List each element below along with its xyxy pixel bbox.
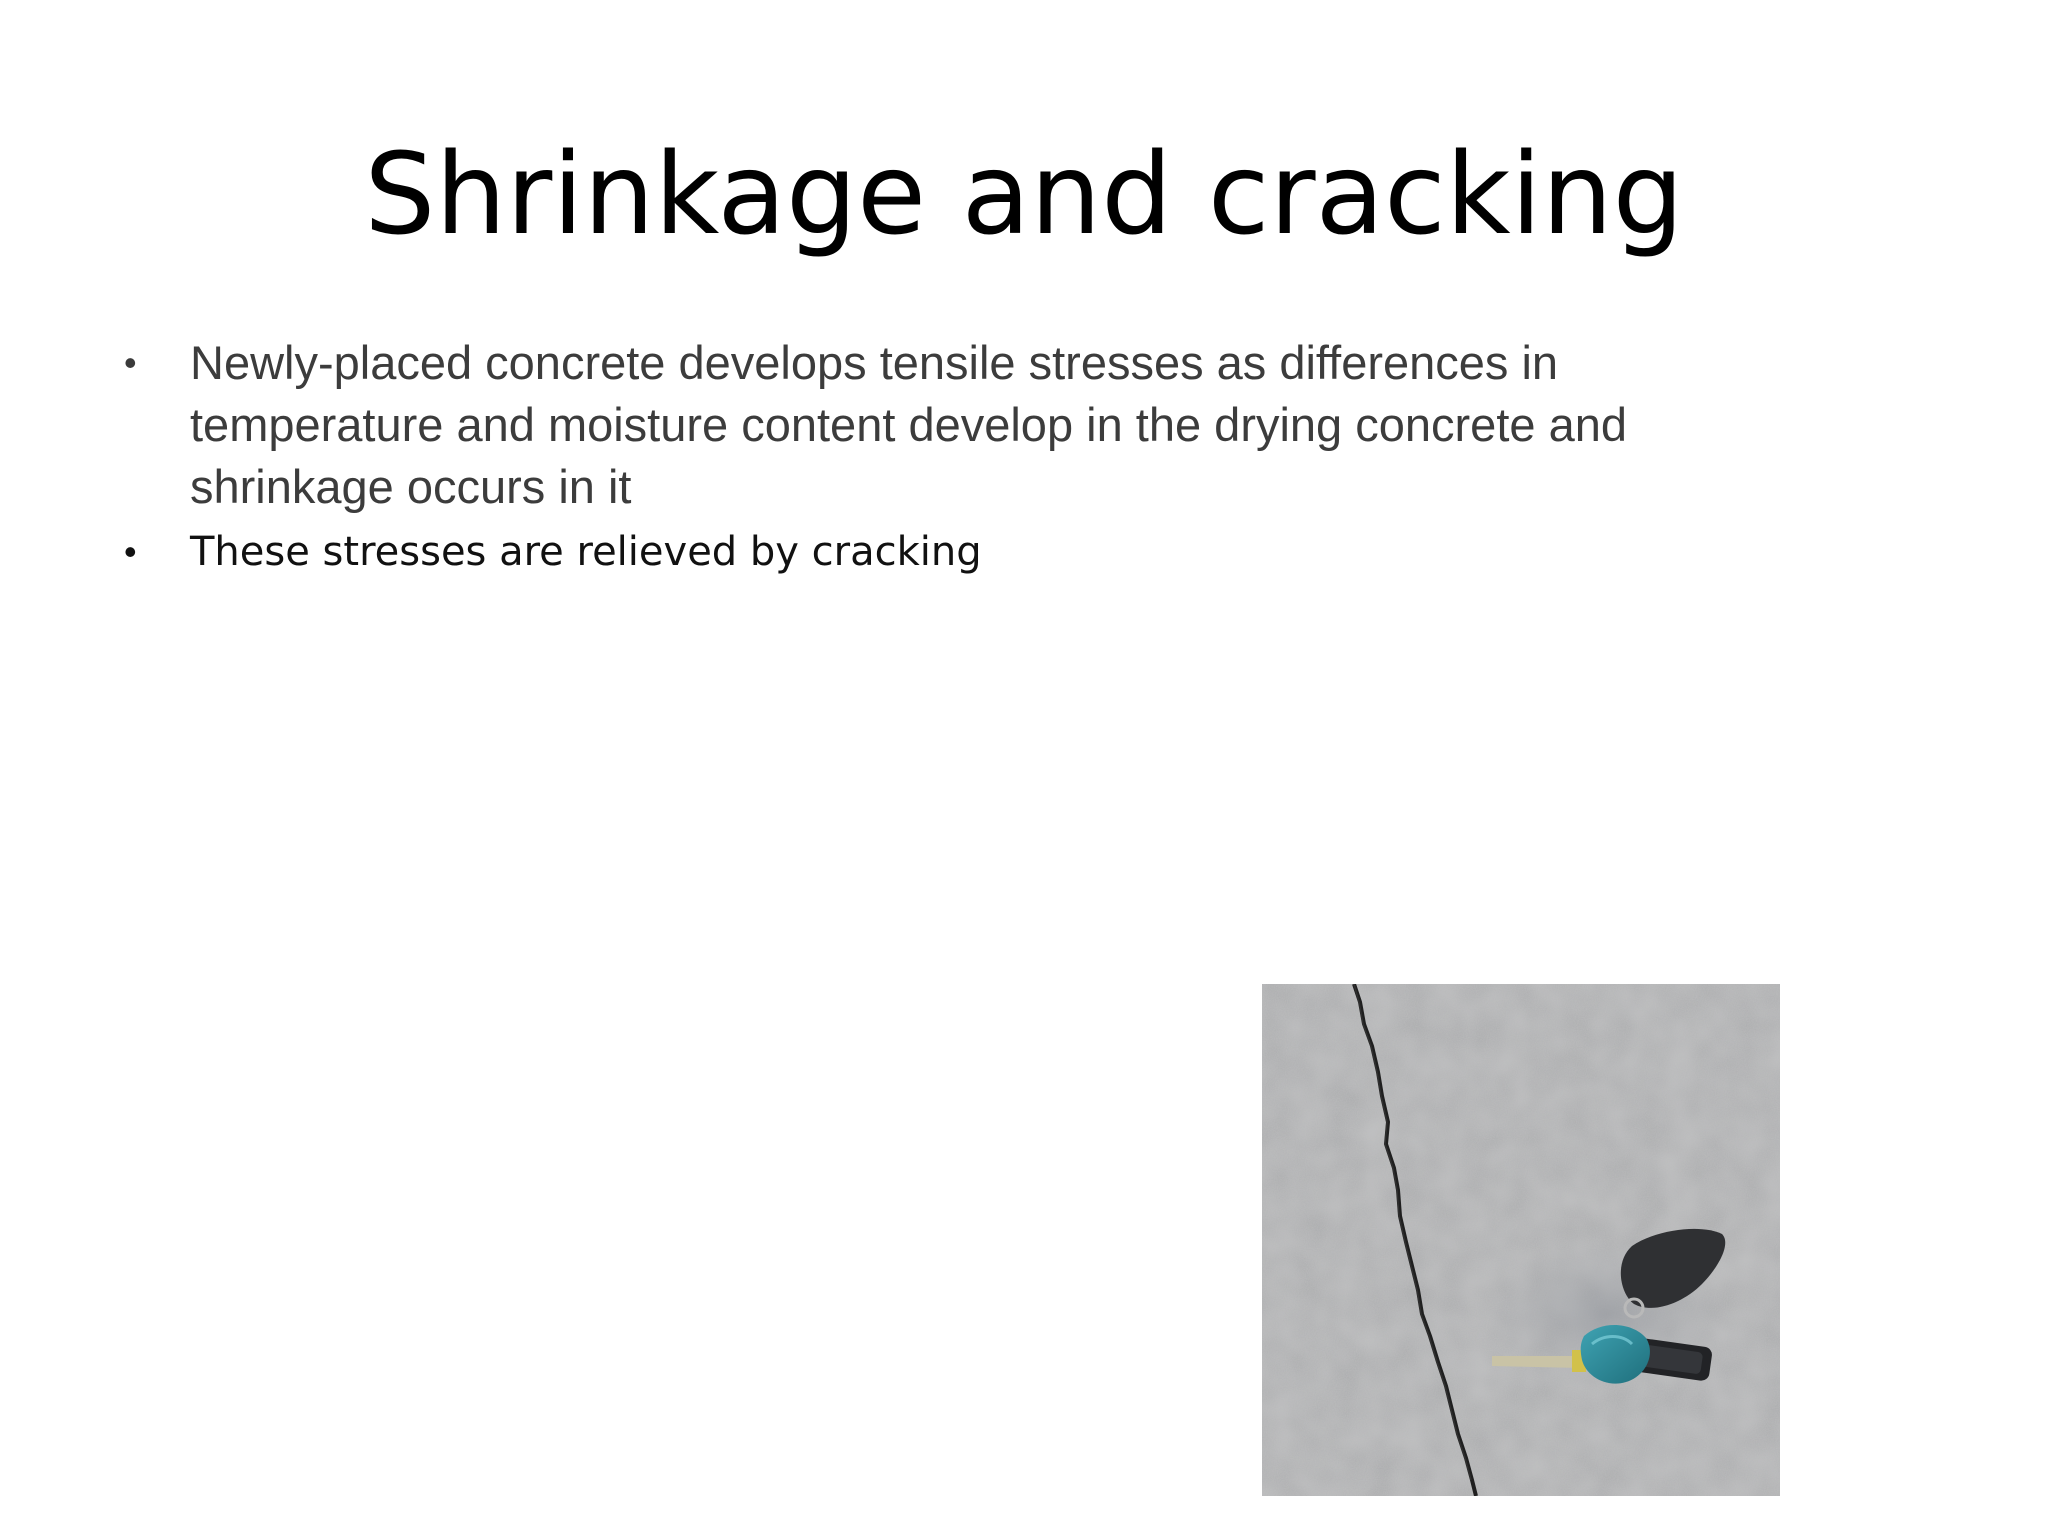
slide-title: Shrinkage and cracking — [364, 130, 1684, 260]
bullet-item — [120, 332, 1820, 518]
bullet-list — [120, 332, 1820, 582]
cracked-concrete-with-keys-icon — [1262, 984, 1780, 1496]
bullet-text: These stresses are relieved by cracking — [190, 529, 982, 575]
bullet-dot-icon: • — [124, 531, 137, 572]
bullet-item — [120, 522, 1820, 582]
cracked-concrete-photo — [1262, 984, 1780, 1496]
bullet-text: Newly-placed concrete develops tensile stresses as differences in temperature and moisture content develop in the drying concrete and shrinkage occurs in it — [190, 336, 1627, 513]
bullet-dot-icon: • — [124, 342, 137, 383]
